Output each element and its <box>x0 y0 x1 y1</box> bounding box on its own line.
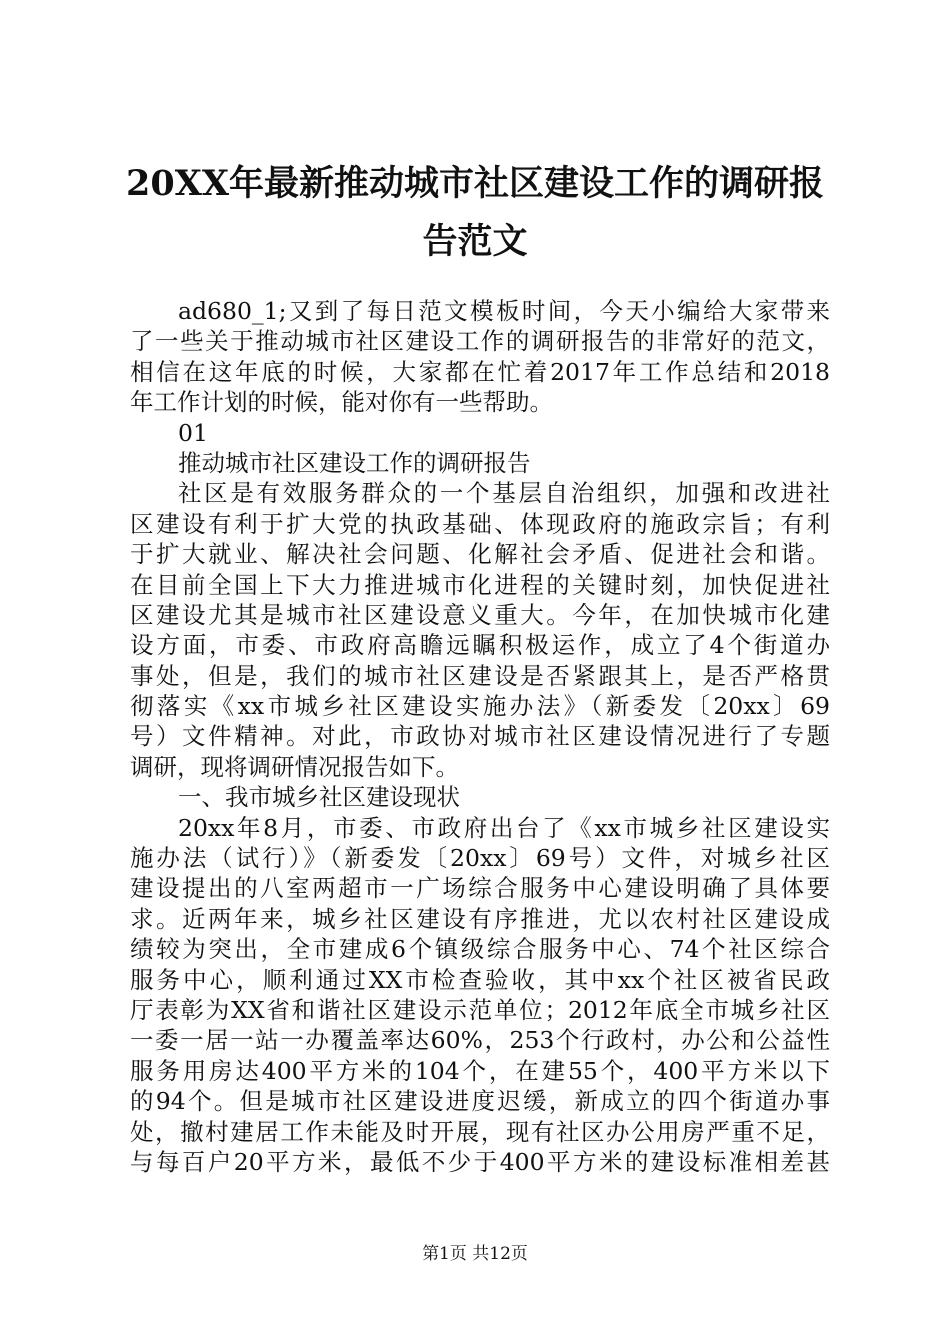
paragraph-line: 彻落实《xx市城乡社区建设实施办法》（新委发〔20xx〕69 <box>130 692 830 721</box>
paragraph-line: 在目前全国上下大力推进城市化进程的关键时刻，加快促进社 <box>130 570 830 599</box>
section-number: 01 <box>178 418 208 447</box>
section-heading: 一、我市城乡社区建设现状 <box>178 783 460 812</box>
paragraph-line: 处，撤村建居工作未能及时开展，现有社区办公用房严重不足， <box>130 1117 830 1146</box>
paragraph-line: 于扩大就业、解决社会问题、化解社会矛盾、促进社会和谐。 <box>130 540 830 569</box>
section-heading: 推动城市社区建设工作的调研报告 <box>178 448 531 477</box>
paragraph-line: 服务用房达400平方米的104个，在建55个，400平方米以下 <box>130 1056 830 1085</box>
paragraph-line: 一委一居一站一办覆盖率达60%，253个行政村，办公和公益性 <box>130 1026 830 1055</box>
document-body <box>130 296 830 1177</box>
paragraph-line: 调研，现将调研情况报告如下。 <box>130 752 459 781</box>
paragraph-line: 的94个。但是城市社区建设进度迟缓，新成立的四个街道办事 <box>130 1087 830 1116</box>
page-footer: 第1页 共12页 <box>422 1244 528 1264</box>
paragraph-line: 与每百户20平方米，最低不少于400平方米的建设标准相差甚 <box>130 1147 830 1176</box>
document-title-line-1: 20XX年最新推动城市社区建设工作的调研报 <box>125 163 825 204</box>
paragraph-line: 年工作计划的时候，能对你有一些帮助。 <box>130 388 553 417</box>
paragraph-line: 绩较为突出，全市建成6个镇级综合服务中心、74个社区综合 <box>130 935 830 964</box>
paragraph-line: 了一些关于推动城市社区建设工作的调研报告的非常好的范文， <box>130 327 830 356</box>
document-title-line-2: 告范文 <box>422 221 528 262</box>
paragraph-line: 设方面，市委、市政府高瞻远瞩积极运作，成立了4个街道办 <box>130 631 830 660</box>
paragraph-line: 事处，但是，我们的城市社区建设是否紧跟其上，是否严格贯 <box>130 661 830 690</box>
paragraph-line: 厅表彰为XX省和谐社区建设示范单位；2012年底全市城乡社区 <box>130 995 830 1024</box>
paragraph-line: 相信在这年底的时候，大家都在忙着2017年工作总结和2018 <box>130 357 830 386</box>
paragraph-line: 区建设尤其是城市社区建设意义重大。今年，在加快城市化建 <box>130 600 830 629</box>
paragraph-line: 施办法（试行）》（新委发〔20xx〕69号）文件，对城乡社区 <box>130 844 830 873</box>
paragraph-line: ad680_1;又到了每日范文模板时间，今天小编给大家带来 <box>178 297 830 325</box>
paragraph-line: 号）文件精神。对此，市政协对城市社区建设情况进行了专题 <box>130 722 830 751</box>
paragraph-line: 社区是有效服务群众的一个基层自治组织，加强和改进社 <box>178 479 830 508</box>
paragraph-line: 服务中心，顺利通过XX市检查验收，其中xx个社区被省民政 <box>130 965 830 994</box>
paragraph-line: 区建设有利于扩大党的执政基础、体现政府的施政宗旨；有利 <box>130 509 830 538</box>
paragraph-line: 求。近两年来，城乡社区建设有序推进，尤以农村社区建设成 <box>130 904 830 933</box>
paragraph-line: 20xx年8月，市委、市政府出台了《xx市城乡社区建设实 <box>178 813 830 842</box>
paragraph-line: 建设提出的八室两超市一广场综合服务中心建设明确了具体要 <box>130 874 830 903</box>
